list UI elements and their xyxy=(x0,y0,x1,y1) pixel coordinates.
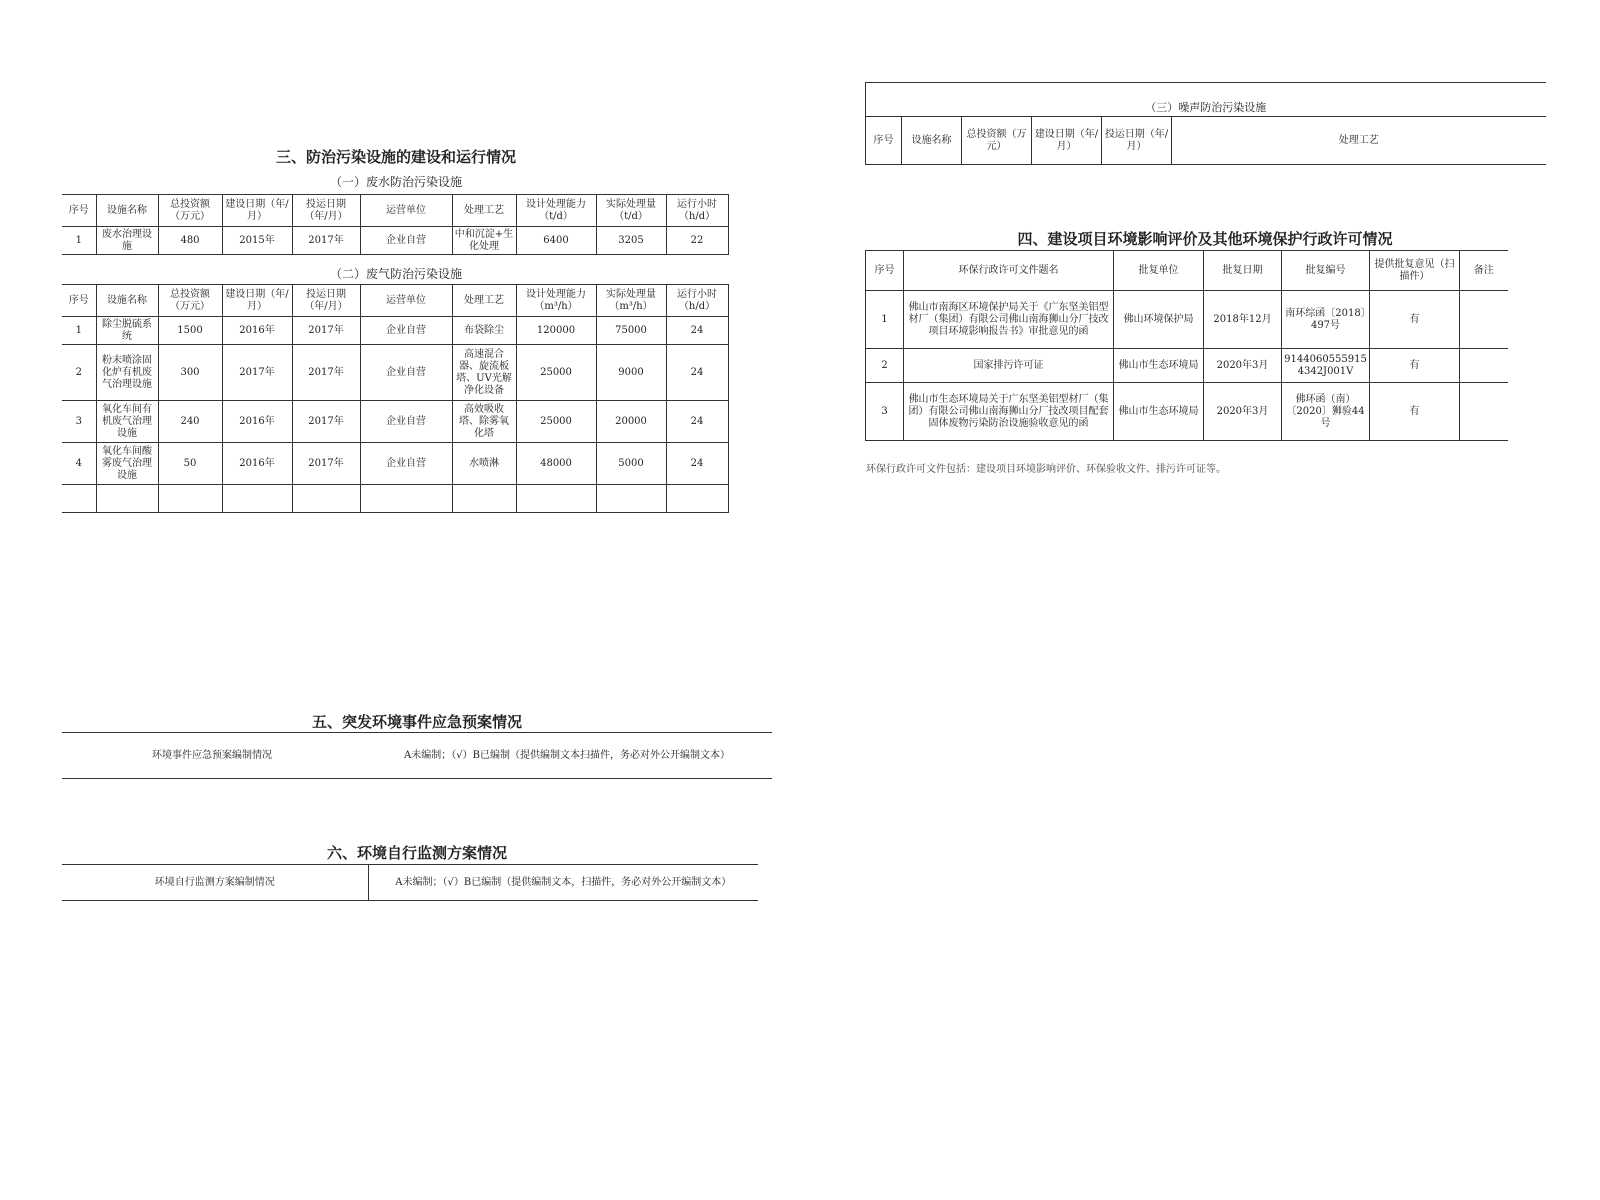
header-cell: 总投资额（万元） xyxy=(158,285,222,317)
header-cell: 实际处理量（m³/h） xyxy=(596,285,666,317)
cell: 氧化车间酸雾废气治理设施 xyxy=(96,443,158,485)
header-cell: 建设日期（年/月） xyxy=(222,195,292,227)
cell xyxy=(62,485,96,513)
cell: 2017年 xyxy=(292,401,360,443)
cell: 南环综函〔2018〕497号 xyxy=(1282,291,1370,349)
table-row xyxy=(62,865,758,901)
header-cell: 建设日期（年/月） xyxy=(1032,117,1102,165)
table-row-empty xyxy=(62,485,728,513)
header-cell: 处理工艺 xyxy=(452,195,516,227)
header-cell: 运行小时（h/d） xyxy=(666,195,728,227)
noise-title-row xyxy=(866,83,1546,117)
cell: 120000 xyxy=(516,317,596,345)
header-cell: 设计处理能力（t/d） xyxy=(516,195,596,227)
header-cell: 总投资额（万元） xyxy=(158,195,222,227)
cell: 91440605559154342J001V xyxy=(1282,349,1370,383)
cell: 24 xyxy=(666,317,728,345)
header-cell: 建设日期（年/月） xyxy=(222,285,292,317)
header-cell: 环保行政许可文件题名 xyxy=(904,251,1114,291)
cell: 国家排污许可证 xyxy=(904,349,1114,383)
cell: 1 xyxy=(62,317,96,345)
cell: 2020年3月 xyxy=(1204,383,1282,441)
cell xyxy=(666,485,728,513)
cell xyxy=(452,485,516,513)
cell: 48000 xyxy=(516,443,596,485)
section6-title: 六、环境自行监测方案情况 xyxy=(326,844,507,862)
wastewater-header-row xyxy=(62,195,728,227)
cell: 2 xyxy=(866,349,904,383)
cell xyxy=(292,485,360,513)
cell xyxy=(360,485,452,513)
cell xyxy=(596,485,666,513)
header-cell: 提供批复意见（扫描件） xyxy=(1370,251,1460,291)
noise-table xyxy=(865,82,1546,165)
cell: 有 xyxy=(1370,383,1460,441)
cell: 1 xyxy=(866,291,904,349)
cell: 佛山市生态环境局关于广东坚美铝型材厂（集团）有限公司佛山南海狮山分厂技改项目配套固体废物污染防治设施验收意见的函 xyxy=(904,383,1114,441)
cell: 4 xyxy=(62,443,96,485)
header-cell: 批复编号 xyxy=(1282,251,1370,291)
cell: 中和沉淀+生化处理 xyxy=(452,227,516,255)
cell: 有 xyxy=(1370,349,1460,383)
header-cell: 批复单位 xyxy=(1114,251,1204,291)
header-cell: 处理工艺 xyxy=(1172,117,1546,165)
cell: 布袋除尘 xyxy=(452,317,516,345)
cell: 240 xyxy=(158,401,222,443)
cell: 300 xyxy=(158,345,222,401)
cell: 2016年 xyxy=(222,317,292,345)
header-cell: 运行小时（h/d） xyxy=(666,285,728,317)
cell: 24 xyxy=(666,443,728,485)
cell: 2017年 xyxy=(292,227,360,255)
table-row xyxy=(62,733,772,779)
cell: 25000 xyxy=(516,345,596,401)
emergency-plan-value: A未编制；（√）B已编制（提供编制文本扫描件，务必对外公开编制文本） xyxy=(362,733,772,779)
cell: 75000 xyxy=(596,317,666,345)
cell: 25000 xyxy=(516,401,596,443)
cell: 废水治理设施 xyxy=(96,227,158,255)
header-cell: 序号 xyxy=(866,251,904,291)
cell: 2015年 xyxy=(222,227,292,255)
cell xyxy=(1460,383,1508,441)
header-cell: 运营单位 xyxy=(360,285,452,317)
table-row xyxy=(866,291,1508,349)
table-row xyxy=(62,317,728,345)
cell: 9000 xyxy=(596,345,666,401)
header-cell: 实际处理量（t/d） xyxy=(596,195,666,227)
header-cell: 设施名称 xyxy=(902,117,962,165)
cell: 除尘脱硫系统 xyxy=(96,317,158,345)
monitoring-plan-label: 环境自行监测方案编制情况 xyxy=(62,865,368,901)
monitoring-plan-value: A未编制；（√）B已编制（提供编制文本，扫描件，务必对外公开编制文本） xyxy=(368,865,758,901)
emergency-plan-label: 环境事件应急预案编制情况 xyxy=(62,733,362,779)
waste-gas-subtitle: （二）废气防治污染设施 xyxy=(329,267,462,281)
cell: 6400 xyxy=(516,227,596,255)
cell: 佛山市南海区环境保护局关于《广东坚美铝型材厂（集团）有限公司佛山南海狮山分厂技改项目环境影响报告书》审批意见的函 xyxy=(904,291,1114,349)
cell: 企业自营 xyxy=(360,443,452,485)
cell: 3205 xyxy=(596,227,666,255)
header-cell: 总投资额（万元） xyxy=(962,117,1032,165)
header-cell: 序号 xyxy=(866,117,902,165)
cell: 1 xyxy=(62,227,96,255)
cell: 2016年 xyxy=(222,443,292,485)
permits-table xyxy=(865,250,1508,441)
cell: 24 xyxy=(666,401,728,443)
cell: 佛环函（南）〔2020〕狮验44号 xyxy=(1282,383,1370,441)
header-cell: 序号 xyxy=(62,195,96,227)
table-row xyxy=(62,227,728,255)
cell: 粉末喷涂固化炉有机废气治理设施 xyxy=(96,345,158,401)
header-cell: 序号 xyxy=(62,285,96,317)
table-row xyxy=(866,349,1508,383)
emergency-plan-table xyxy=(62,732,772,779)
cell: 24 xyxy=(666,345,728,401)
cell: 企业自营 xyxy=(360,345,452,401)
cell: 3 xyxy=(62,401,96,443)
header-cell: 投运日期（年/月） xyxy=(292,195,360,227)
cell: 2017年 xyxy=(292,317,360,345)
header-cell: 运营单位 xyxy=(360,195,452,227)
cell: 20000 xyxy=(596,401,666,443)
cell: 有 xyxy=(1370,291,1460,349)
waste-gas-table xyxy=(62,284,729,513)
cell xyxy=(1460,349,1508,383)
table-row xyxy=(866,383,1508,441)
cell: 水喷淋 xyxy=(452,443,516,485)
cell: 50 xyxy=(158,443,222,485)
cell: 佛山市生态环境局 xyxy=(1114,349,1204,383)
section4-title: 四、建设项目环境影响评价及其他环境保护行政许可情况 xyxy=(1017,230,1393,248)
cell: 企业自营 xyxy=(360,227,452,255)
header-cell: 处理工艺 xyxy=(452,285,516,317)
noise-header-row xyxy=(866,117,1546,165)
cell: 2017年 xyxy=(292,443,360,485)
cell xyxy=(1460,291,1508,349)
cell: 佛山环境保护局 xyxy=(1114,291,1204,349)
cell: 2017年 xyxy=(222,345,292,401)
cell: 2016年 xyxy=(222,401,292,443)
waste-gas-header-row xyxy=(62,285,728,317)
cell: 480 xyxy=(158,227,222,255)
cell: 佛山市生态环境局 xyxy=(1114,383,1204,441)
header-cell: 备注 xyxy=(1460,251,1508,291)
cell xyxy=(222,485,292,513)
header-cell: 投运日期（年/月） xyxy=(1102,117,1172,165)
cell: 22 xyxy=(666,227,728,255)
cell: 1500 xyxy=(158,317,222,345)
cell: 5000 xyxy=(596,443,666,485)
cell: 3 xyxy=(866,383,904,441)
cell: 高效吸收塔、除雾氧化塔 xyxy=(452,401,516,443)
wastewater-table xyxy=(62,194,729,255)
permits-header-row xyxy=(866,251,1508,291)
cell: 企业自营 xyxy=(360,317,452,345)
section5-title: 五、突发环境事件应急预案情况 xyxy=(311,713,522,731)
cell: 氧化车间有机废气治理设施 xyxy=(96,401,158,443)
noise-subtitle: （三）噪声防治污染设施 xyxy=(866,83,1546,117)
table-row xyxy=(62,345,728,401)
header-cell: 设施名称 xyxy=(96,195,158,227)
cell xyxy=(96,485,158,513)
wastewater-subtitle: （一）废水防治污染设施 xyxy=(329,175,462,189)
table-row xyxy=(62,401,728,443)
header-cell: 设施名称 xyxy=(96,285,158,317)
monitoring-plan-table xyxy=(62,864,758,901)
cell: 2017年 xyxy=(292,345,360,401)
section3-title: 三、防治污染设施的建设和运行情况 xyxy=(275,148,516,166)
cell: 2 xyxy=(62,345,96,401)
header-cell: 投运日期（年/月） xyxy=(292,285,360,317)
table-row xyxy=(62,443,728,485)
cell xyxy=(516,485,596,513)
cell: 2020年3月 xyxy=(1204,349,1282,383)
permits-note: 环保行政许可文件包括：建设项目环境影响评价、环保验收文件、排污许可证等。 xyxy=(866,464,1226,475)
cell: 企业自营 xyxy=(360,401,452,443)
cell: 2018年12月 xyxy=(1204,291,1282,349)
cell: 高速混合器、旋流板塔、UV光解净化设备 xyxy=(452,345,516,401)
header-cell: 批复日期 xyxy=(1204,251,1282,291)
header-cell: 设计处理能力（m³/h） xyxy=(516,285,596,317)
cell xyxy=(158,485,222,513)
